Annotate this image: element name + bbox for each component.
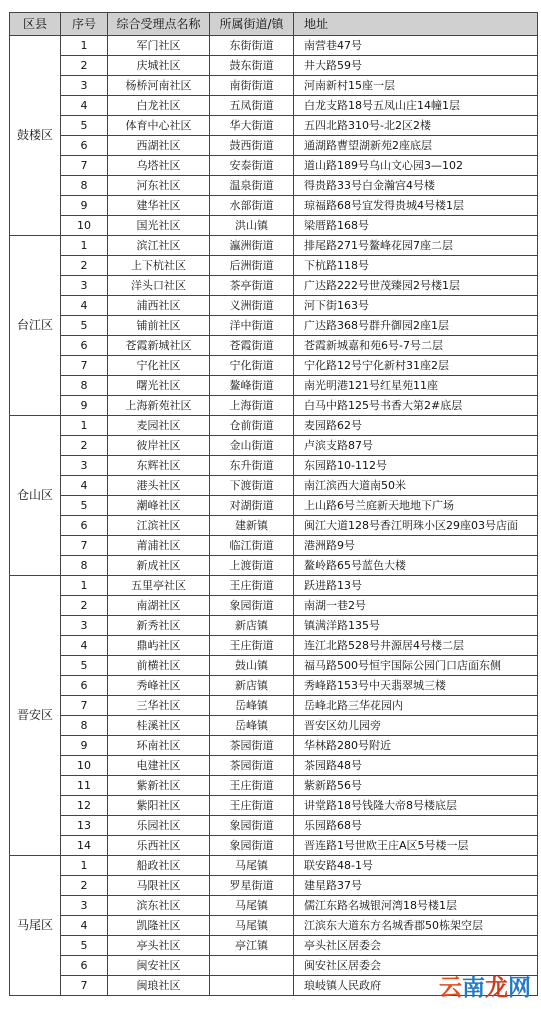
site-name-cell: 凯隆社区 [108, 916, 210, 936]
street-cell: 马尾镇 [210, 856, 294, 876]
seq-cell: 6 [61, 136, 108, 156]
seq-cell: 1 [61, 576, 108, 596]
table-body [10, 36, 538, 996]
street-cell: 华大街道 [210, 116, 294, 136]
header-address: 地址 [294, 13, 538, 36]
table-row [10, 716, 538, 736]
seq-cell: 4 [61, 96, 108, 116]
street-cell: 临江街道 [210, 536, 294, 556]
site-name-cell: 洋头口社区 [108, 276, 210, 296]
seq-cell: 5 [61, 656, 108, 676]
street-cell: 宁化街道 [210, 356, 294, 376]
seq-cell: 8 [61, 176, 108, 196]
table-row [10, 616, 538, 636]
table-row [10, 276, 538, 296]
site-name-cell: 闽琅社区 [108, 976, 210, 996]
seq-cell: 1 [61, 416, 108, 436]
site-name-cell: 秀峰社区 [108, 676, 210, 696]
street-cell: 鼓东街道 [210, 56, 294, 76]
table-row [10, 236, 538, 256]
table-row [10, 56, 538, 76]
district-cell: 鼓楼区 [10, 36, 61, 236]
address-cell: 广达路222号世茂臻园2号楼1层 [294, 276, 538, 296]
site-name-cell: 五里亭社区 [108, 576, 210, 596]
table-row [10, 376, 538, 396]
seq-cell: 2 [61, 256, 108, 276]
table-row [10, 816, 538, 836]
street-cell: 鳌峰街道 [210, 376, 294, 396]
table-row [10, 736, 538, 756]
site-name-cell: 闽安社区 [108, 956, 210, 976]
table-row [10, 536, 538, 556]
address-cell: 白马中路125号书香大第2#底层 [294, 396, 538, 416]
site-name-cell: 桂溪社区 [108, 716, 210, 736]
street-cell: 岳峰镇 [210, 716, 294, 736]
table-row [10, 936, 538, 956]
address-cell: 华林路280号附近 [294, 736, 538, 756]
table-row [10, 156, 538, 176]
street-cell: 茶园街道 [210, 736, 294, 756]
table-row [10, 456, 538, 476]
site-name-cell: 港头社区 [108, 476, 210, 496]
seq-cell: 2 [61, 596, 108, 616]
street-cell: 王庄街道 [210, 636, 294, 656]
site-name-cell: 苍霞新城社区 [108, 336, 210, 356]
street-cell: 洋中街道 [210, 316, 294, 336]
street-cell: 新店镇 [210, 676, 294, 696]
street-cell: 象园街道 [210, 596, 294, 616]
address-cell: 排尾路271号鳌峰花园7座二层 [294, 236, 538, 256]
table-row [10, 336, 538, 356]
header-site-name: 综合受理点名称 [108, 13, 210, 36]
street-cell: 东街街道 [210, 36, 294, 56]
community-service-table [9, 12, 538, 996]
site-name-cell: 紫阳社区 [108, 796, 210, 816]
street-cell [210, 976, 294, 996]
watermark-logo [439, 969, 531, 1002]
table-row [10, 856, 538, 876]
street-cell: 对湖街道 [210, 496, 294, 516]
address-cell: 宁化路12号宁化新村31座2层 [294, 356, 538, 376]
street-cell: 金山街道 [210, 436, 294, 456]
address-cell: 亭头社区居委会 [294, 936, 538, 956]
table-row [10, 256, 538, 276]
street-cell: 罗星街道 [210, 876, 294, 896]
site-name-cell: 新秀社区 [108, 616, 210, 636]
site-name-cell: 南湖社区 [108, 596, 210, 616]
seq-cell: 8 [61, 556, 108, 576]
table-row [10, 636, 538, 656]
address-cell: 白龙支路18号五凤山庄14幢1层 [294, 96, 538, 116]
site-name-cell: 东辉社区 [108, 456, 210, 476]
seq-cell: 9 [61, 736, 108, 756]
seq-cell: 7 [61, 696, 108, 716]
seq-cell: 7 [61, 356, 108, 376]
table-row [10, 656, 538, 676]
address-cell: 通湖路曹望湖新苑2座底层 [294, 136, 538, 156]
address-cell: 得贵路33号白金瀚宫4号楼 [294, 176, 538, 196]
table-row [10, 436, 538, 456]
seq-cell: 4 [61, 636, 108, 656]
site-name-cell: 浦西社区 [108, 296, 210, 316]
seq-cell: 8 [61, 376, 108, 396]
table-row [10, 196, 538, 216]
watermark-char: 龙 [485, 975, 508, 1001]
site-name-cell: 滨江社区 [108, 236, 210, 256]
street-cell [210, 956, 294, 976]
seq-cell: 5 [61, 496, 108, 516]
site-name-cell: 白龙社区 [108, 96, 210, 116]
seq-cell: 14 [61, 836, 108, 856]
table-row [10, 176, 538, 196]
street-cell: 新店镇 [210, 616, 294, 636]
seq-cell: 6 [61, 676, 108, 696]
seq-cell: 11 [61, 776, 108, 796]
street-cell: 后洲街道 [210, 256, 294, 276]
seq-cell: 7 [61, 156, 108, 176]
address-cell: 秀峰路153号中天翡翠城三楼 [294, 676, 538, 696]
table-row [10, 316, 538, 336]
site-name-cell: 河东社区 [108, 176, 210, 196]
site-name-cell: 潮峰社区 [108, 496, 210, 516]
site-name-cell: 麦园社区 [108, 416, 210, 436]
street-cell: 南街街道 [210, 76, 294, 96]
address-cell: 琼福路68号宜发得贵城4号楼1层 [294, 196, 538, 216]
address-cell: 江滨东大道东方名城香郡50栋架空层 [294, 916, 538, 936]
table-row [10, 696, 538, 716]
header-district: 区县 [10, 13, 61, 36]
watermark-char: 南 [462, 975, 485, 1001]
site-name-cell: 庆城社区 [108, 56, 210, 76]
seq-cell: 3 [61, 76, 108, 96]
street-cell: 上渡街道 [210, 556, 294, 576]
seq-cell: 10 [61, 216, 108, 236]
district-cell: 台江区 [10, 236, 61, 416]
site-name-cell: 体育中心社区 [108, 116, 210, 136]
site-name-cell: 上海新苑社区 [108, 396, 210, 416]
seq-cell: 1 [61, 36, 108, 56]
site-name-cell: 军门社区 [108, 36, 210, 56]
site-name-cell: 环南社区 [108, 736, 210, 756]
seq-cell: 6 [61, 336, 108, 356]
address-cell: 儒江东路名城银河湾18号楼1层 [294, 896, 538, 916]
seq-cell: 13 [61, 816, 108, 836]
seq-cell: 4 [61, 296, 108, 316]
address-cell: 五四北路310号-北2区2楼 [294, 116, 538, 136]
seq-cell: 9 [61, 196, 108, 216]
address-cell: 岳峰北路三华花园内 [294, 696, 538, 716]
table-row [10, 836, 538, 856]
seq-cell: 10 [61, 756, 108, 776]
street-cell: 苍霞街道 [210, 336, 294, 356]
street-cell: 水部街道 [210, 196, 294, 216]
address-cell: 紫新路56号 [294, 776, 538, 796]
table-row [10, 496, 538, 516]
site-name-cell: 曙光社区 [108, 376, 210, 396]
street-cell: 茶亭街道 [210, 276, 294, 296]
district-cell: 马尾区 [10, 856, 61, 996]
site-name-cell: 电建社区 [108, 756, 210, 776]
table-row [10, 576, 538, 596]
address-cell: 闽江大道128号香江明珠小区29座03号店面 [294, 516, 538, 536]
site-name-cell: 滨东社区 [108, 896, 210, 916]
table-row [10, 896, 538, 916]
seq-cell: 3 [61, 456, 108, 476]
address-cell: 连江北路528号井源居4号楼二层 [294, 636, 538, 656]
street-cell: 温泉街道 [210, 176, 294, 196]
site-name-cell: 乌塔社区 [108, 156, 210, 176]
street-cell: 王庄街道 [210, 796, 294, 816]
address-cell: 建星路37号 [294, 876, 538, 896]
table-header-row [10, 13, 538, 36]
address-cell: 跃进路13号 [294, 576, 538, 596]
address-cell: 港洲路9号 [294, 536, 538, 556]
site-name-cell: 新成社区 [108, 556, 210, 576]
seq-cell: 1 [61, 856, 108, 876]
street-cell: 安泰街道 [210, 156, 294, 176]
seq-cell: 6 [61, 956, 108, 976]
table-row [10, 776, 538, 796]
site-name-cell: 建华社区 [108, 196, 210, 216]
street-cell: 东升街道 [210, 456, 294, 476]
table-row [10, 136, 538, 156]
address-cell: 镇满洋路135号 [294, 616, 538, 636]
address-cell: 联安路48-1号 [294, 856, 538, 876]
street-cell: 五凤街道 [210, 96, 294, 116]
street-cell: 王庄街道 [210, 776, 294, 796]
table-row [10, 556, 538, 576]
table-row [10, 676, 538, 696]
table-row [10, 36, 538, 56]
table-row [10, 876, 538, 896]
address-cell: 广达路368号群升御园2座1层 [294, 316, 538, 336]
address-cell: 道山路189号乌山文心园3—102 [294, 156, 538, 176]
site-name-cell: 马限社区 [108, 876, 210, 896]
address-cell: 河南新村15座一层 [294, 76, 538, 96]
street-cell: 象园街道 [210, 836, 294, 856]
table-row [10, 596, 538, 616]
street-cell: 鼓山镇 [210, 656, 294, 676]
table-row [10, 396, 538, 416]
seq-cell: 2 [61, 876, 108, 896]
street-cell: 王庄街道 [210, 576, 294, 596]
address-cell: 苍霞新城嘉和苑6号-7号二层 [294, 336, 538, 356]
table-row [10, 476, 538, 496]
address-cell: 南光明港121号红星苑11座 [294, 376, 538, 396]
seq-cell: 2 [61, 436, 108, 456]
site-name-cell: 莆浦社区 [108, 536, 210, 556]
seq-cell: 5 [61, 116, 108, 136]
seq-cell: 5 [61, 316, 108, 336]
address-cell: 上山路6号兰庭新天地地下广场 [294, 496, 538, 516]
table-row [10, 216, 538, 236]
site-name-cell: 紫新社区 [108, 776, 210, 796]
site-name-cell: 国光社区 [108, 216, 210, 236]
seq-cell: 9 [61, 396, 108, 416]
address-cell: 南营巷47号 [294, 36, 538, 56]
seq-cell: 3 [61, 616, 108, 636]
seq-cell: 12 [61, 796, 108, 816]
seq-cell: 1 [61, 236, 108, 256]
street-cell: 义洲街道 [210, 296, 294, 316]
address-cell: 河下街163号 [294, 296, 538, 316]
site-name-cell: 前横社区 [108, 656, 210, 676]
street-cell: 马尾镇 [210, 896, 294, 916]
seq-cell: 3 [61, 276, 108, 296]
street-cell: 瀛洲街道 [210, 236, 294, 256]
site-name-cell: 宁化社区 [108, 356, 210, 376]
watermark-char: 云 [439, 975, 462, 1001]
table-row [10, 416, 538, 436]
address-cell: 卢滨支路87号 [294, 436, 538, 456]
district-cell: 晋安区 [10, 576, 61, 856]
site-name-cell: 亭头社区 [108, 936, 210, 956]
street-cell: 鼓西街道 [210, 136, 294, 156]
seq-cell: 2 [61, 56, 108, 76]
address-cell: 晋安区幼儿园旁 [294, 716, 538, 736]
seq-cell: 7 [61, 536, 108, 556]
address-cell: 井大路59号 [294, 56, 538, 76]
site-name-cell: 西湖社区 [108, 136, 210, 156]
site-name-cell: 三华社区 [108, 696, 210, 716]
site-name-cell: 乐园社区 [108, 816, 210, 836]
street-cell: 亭江镇 [210, 936, 294, 956]
address-cell: 乐园路68号 [294, 816, 538, 836]
site-name-cell: 上下杭社区 [108, 256, 210, 276]
address-cell: 闽安社区居委会 [294, 956, 538, 976]
street-cell: 洪山镇 [210, 216, 294, 236]
table-row [10, 356, 538, 376]
street-cell: 上海街道 [210, 396, 294, 416]
site-name-cell: 乐西社区 [108, 836, 210, 856]
seq-cell: 4 [61, 916, 108, 936]
site-name-cell: 船政社区 [108, 856, 210, 876]
table-row [10, 756, 538, 776]
address-cell: 晋连路1号世欧王庄A区5号楼一层 [294, 836, 538, 856]
address-cell: 下杭路118号 [294, 256, 538, 276]
address-cell: 茶园路48号 [294, 756, 538, 776]
site-name-cell: 铺前社区 [108, 316, 210, 336]
site-name-cell: 鼎屿社区 [108, 636, 210, 656]
table-row [10, 516, 538, 536]
seq-cell: 4 [61, 476, 108, 496]
header-seq: 序号 [61, 13, 108, 36]
address-cell: 南湖一巷2号 [294, 596, 538, 616]
table-row [10, 116, 538, 136]
table-row [10, 916, 538, 936]
table-row [10, 96, 538, 116]
street-cell: 岳峰镇 [210, 696, 294, 716]
seq-cell: 7 [61, 976, 108, 996]
district-cell: 仓山区 [10, 416, 61, 576]
street-cell: 象园街道 [210, 816, 294, 836]
seq-cell: 8 [61, 716, 108, 736]
street-cell: 马尾镇 [210, 916, 294, 936]
address-cell: 福马路500号恒宇国际公园门口店面东侧 [294, 656, 538, 676]
address-cell: 鳌岭路65号蓝色大楼 [294, 556, 538, 576]
seq-cell: 6 [61, 516, 108, 536]
address-cell: 琅岐镇人民政府 [294, 976, 538, 996]
street-cell: 下渡街道 [210, 476, 294, 496]
address-cell: 讲堂路18号钱隆大帝8号楼底层 [294, 796, 538, 816]
site-name-cell: 杨桥河南社区 [108, 76, 210, 96]
address-cell: 南江滨西大道南50米 [294, 476, 538, 496]
address-cell: 梁厝路168号 [294, 216, 538, 236]
site-name-cell: 彼岸社区 [108, 436, 210, 456]
seq-cell: 3 [61, 896, 108, 916]
watermark-char: 网 [508, 975, 531, 1001]
table-row [10, 296, 538, 316]
seq-cell: 5 [61, 936, 108, 956]
street-cell: 仓前街道 [210, 416, 294, 436]
street-cell: 茶园街道 [210, 756, 294, 776]
header-street: 所属街道/镇 [210, 13, 294, 36]
address-cell: 东园路10-112号 [294, 456, 538, 476]
address-cell: 麦园路62号 [294, 416, 538, 436]
site-name-cell: 江滨社区 [108, 516, 210, 536]
table-row [10, 76, 538, 96]
street-cell: 建新镇 [210, 516, 294, 536]
table-row [10, 796, 538, 816]
